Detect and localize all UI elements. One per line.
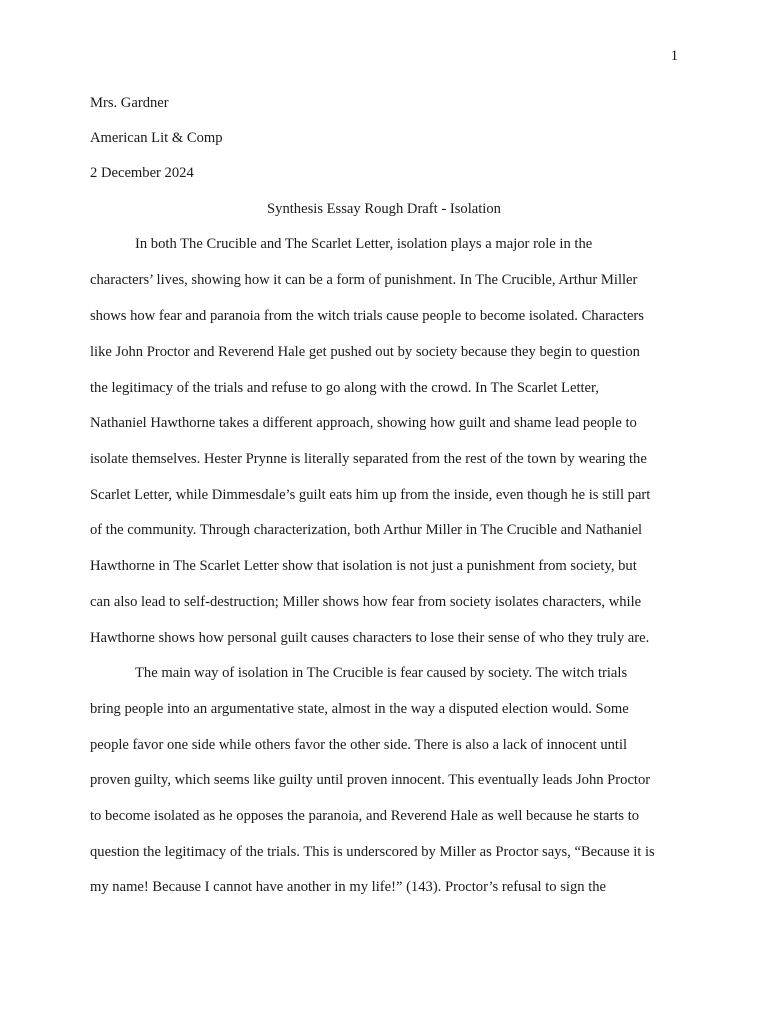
essay-title: Synthesis Essay Rough Draft - Isolation	[267, 201, 501, 217]
paragraph-2-line-5: to become isolated as he opposes the paranoia, and Reverend Hale as well because he starts to	[90, 808, 640, 824]
paragraph-1-line-1: In both The Crucible and The Scarlet Letter, isolation plays a major role in the	[135, 236, 593, 252]
essay-date: 2 December 2024	[90, 165, 194, 181]
paragraph-1-line-11: can also lead to self-destruction; Miller shows how fear from society isolates characters, while	[90, 594, 642, 610]
paragraph-1-line-2: characters’ lives, showing how it can be a form of punishment. In The Crucible, Arthur Miller	[90, 272, 638, 288]
paragraph-1-line-8: Scarlet Letter, while Dimmesdale’s guilt eats him up from the inside, even though he is still part	[90, 487, 651, 503]
paragraph-2-line-7: my name! Because I cannot have another in my life!” (143). Proctor’s refusal to sign the	[90, 879, 607, 895]
paragraph-2-line-4: proven guilty, which seems like guilty until proven innocent. This eventually leads John Proctor	[90, 772, 651, 788]
paragraph-1-line-3: shows how fear and paranoia from the witch trials cause people to become isolated. Characters	[90, 308, 644, 324]
paragraph-1-line-4: like John Proctor and Reverend Hale get pushed out by society because they begin to question	[90, 344, 640, 360]
paragraph-2-line-3: people favor one side while others favor the other side. There is also a lack of innocent until	[90, 737, 628, 753]
paragraph-1-line-12: Hawthorne shows how personal guilt causes characters to lose their sense of who they truly are.	[90, 630, 650, 646]
page-number: 1	[670, 48, 678, 64]
paragraph-1-line-10: Hawthorne in The Scarlet Letter show that isolation is not just a punishment from society, but	[90, 558, 637, 574]
paragraph-2-line-1: The main way of isolation in The Crucible is fear caused by society. The witch trials	[135, 665, 628, 681]
paragraph-1-line-6: Nathaniel Hawthorne takes a different approach, showing how guilt and shame lead people to	[90, 415, 637, 431]
course-name: American Lit & Comp	[90, 130, 223, 146]
paragraph-2-line-6: question the legitimacy of the trials. This is underscored by Miller as Proctor says, “Because it is	[90, 844, 655, 860]
teacher-name: Mrs. Gardner	[90, 95, 169, 111]
paragraph-2-line-2: bring people into an argumentative state, almost in the way a disputed election would. Some	[90, 701, 629, 717]
paragraph-1-line-9: of the community. Through characterization, both Arthur Miller in The Crucible and Nathaniel	[90, 522, 643, 538]
paragraph-1-line-5: the legitimacy of the trials and refuse to go along with the crowd. In The Scarlet Letter,	[90, 380, 599, 396]
paragraph-1-line-7: isolate themselves. Hester Prynne is literally separated from the rest of the town by wearing the	[90, 451, 647, 467]
